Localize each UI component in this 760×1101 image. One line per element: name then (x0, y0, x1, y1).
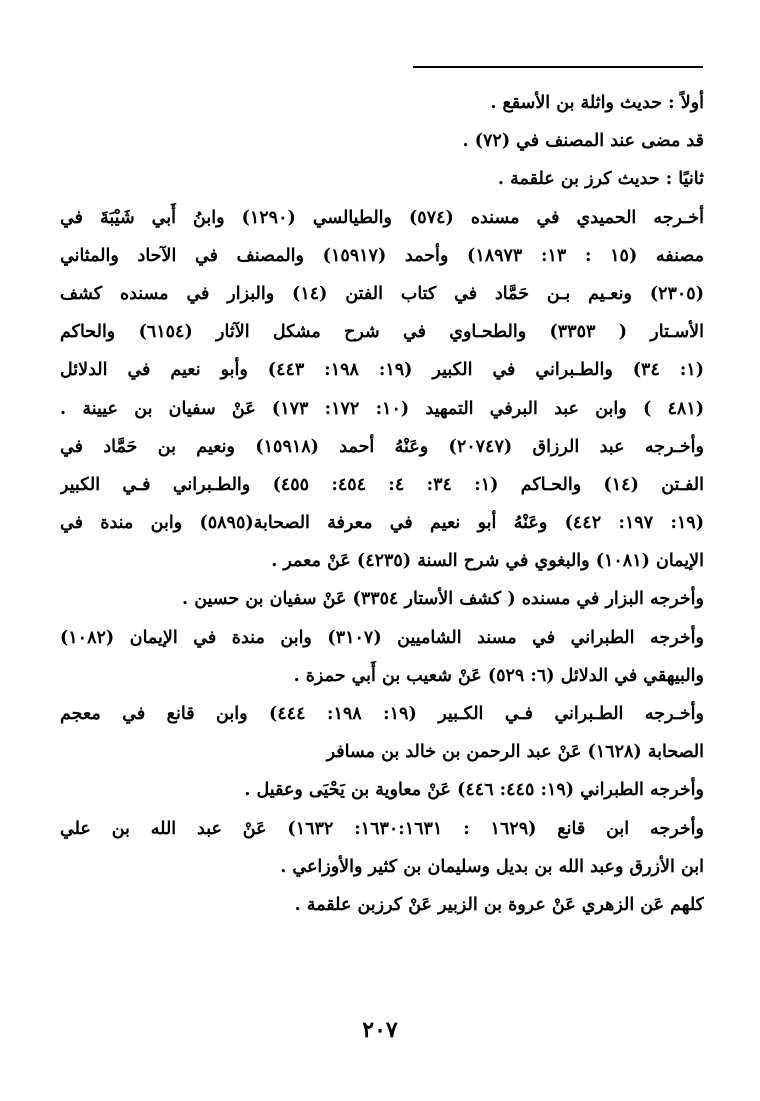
text-line: الأسـتار ( ٣٣٥٣) والطحـاوي في شرح مشكل الآثار (٦١٥٤) والحاكم (60, 322, 704, 343)
text-line: كلهم عَن الزهري عَنْ عروة بن الزبير عَنْ كرزبن علقمة . (294, 894, 704, 915)
footnote-text-block (60, 84, 704, 924)
text-line: (٤٨١ ) وابن عبد البرفي التمهيد (١٠: ١٧٢: ١٧٣) عَنْ سفيان بن عيينة . (60, 398, 704, 419)
text-line: وأخرجه الطبراني في مسند الشاميين (٣١٠٧) وابن مندة في الإيمان (١٠٨٢) (60, 627, 704, 648)
text-line: وأخرجه البزار في مسنده ( كشف الأستار ٣٣٥٤) عَنْ سفيان بن حسين . (182, 589, 704, 610)
text-line: أخـرجه الحميدي في مسنده (٥٧٤) والطيالسي (١٢٩٠) وابنُ أَبي شَيْبَةَ في (60, 207, 704, 228)
text-line: مصنفه (١٥ : ١٣: ١٨٩٧٣) وأحمد (١٥٩١٧) والمصنف في الآحاد والمثاني (60, 245, 704, 266)
text-line: الفـتن (١٤) والحـاكم (١: ٣٤: ٤: ٤٥٤: ٤٥٥) والطـبراني فـي الكبير (60, 474, 704, 495)
page-number: ٢٠٧ (362, 1017, 398, 1043)
text-line: (١: ٣٤) والطـبراني في الكبير (١٩: ١٩٨: ٤٤٣) وأبو نعيم في الدلائل (60, 360, 704, 381)
text-line: والبيهقي في الدلائل (٦: ٥٢٩) عَنْ شعيب بن أَبي حمزة . (293, 665, 704, 686)
text-line: الصحابة (١٦٢٨) عَنْ عبد الرحمن بن خالد بن مسافر (326, 742, 704, 763)
text-line: ابن الأزرق وعبد الله بن بديل وسليمان بن كثير والأوزاعي . (280, 856, 704, 877)
text-line: وأخـرجه الطـبراني فـي الكـبير (١٩: ١٩٨: ٤٤٤) وابن قانع في معجم (60, 704, 704, 724)
text-line: الإيمان (١٠٨١) والبغوي في شرح السنة (٤٢٣٥) عَنْ معمر . (271, 551, 704, 572)
text-line: قد مضى عند المصنف في (٧٢) . (462, 131, 704, 152)
text-line: ثانيًا : حديث كرز بن علقمة . (497, 169, 704, 190)
text-line: وأخرجه ابن قانع (١٦٢٩ : ١٦٣٠:١٦٣١: ١٦٣٢) عَنْ عبد الله بن علي (60, 818, 704, 839)
text-line: وأخرجه الطبراني (١٩: ٤٤٥: ٤٤٦) عَنْ معاوية بن يَحْيَى وعقيل . (244, 780, 704, 801)
text-line: (٢٣٠٥) ونعـيم بـن حَمَّاد في كتاب الفتن (١٤) والبزار في مسنده كشف (60, 283, 704, 304)
text-line: وأخـرجه عبد الرزاق (٢٠٧٤٧) وعَنْهُ أحمد (١٥٩١٨) ونعيم بن حَمَّاد في (60, 436, 704, 457)
footnote-separator-rule (413, 66, 703, 68)
text-line: (١٩: ١٩٧: ٤٤٢) وعَنْهُ أبو نعيم في معرفة الصحابة(٥٨٩٥) وابن مندة في (60, 513, 704, 534)
text-line: أولاً : حديث واثلة بن الأسقع . (490, 93, 704, 113)
